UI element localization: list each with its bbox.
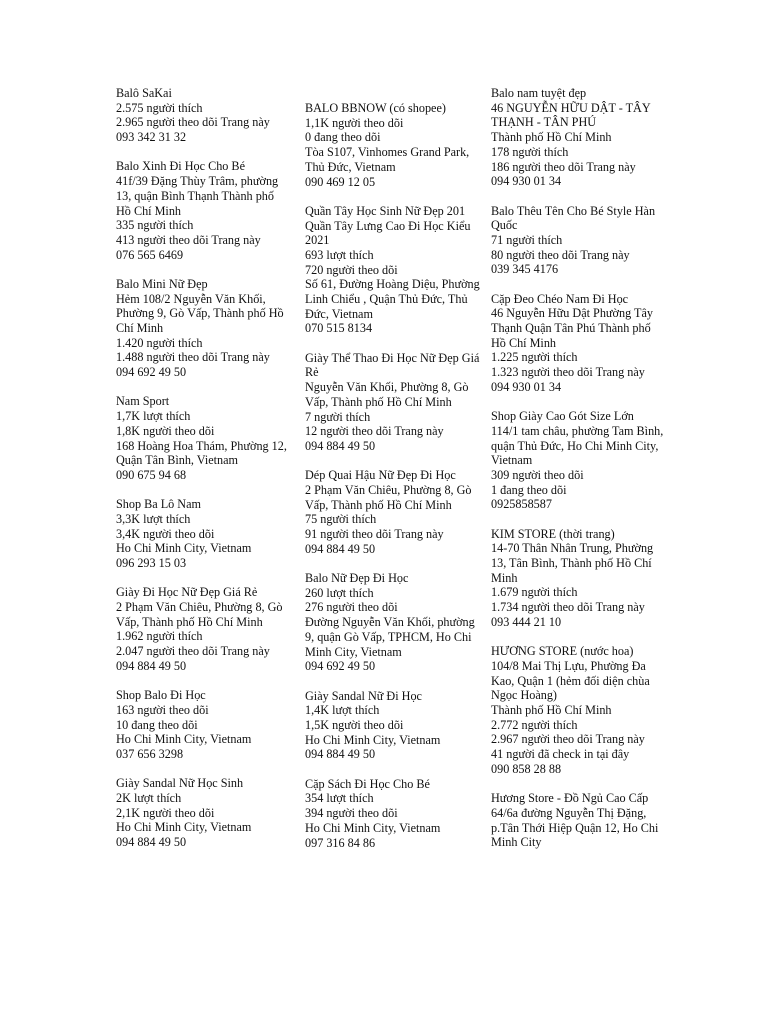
shop-detail-line: 12 người theo dõi Trang này xyxy=(305,424,444,439)
shop-listing xyxy=(305,689,480,763)
shop-listing xyxy=(305,468,480,556)
shop-detail-line: Đường Nguyễn Văn Khối, phường 9, quận Gò Vấp, TPHCM, Ho Chi Minh City, Vietnam xyxy=(305,615,478,659)
shop-detail-line: 80 người theo dõi Trang này xyxy=(491,247,630,262)
listing-column-1 xyxy=(116,86,291,864)
shop-detail-line: 693 lượt thích xyxy=(305,247,374,262)
shop-detail-line: 094 692 49 50 xyxy=(305,659,376,674)
shop-detail-line: 094 930 01 34 xyxy=(491,174,562,189)
shop-detail-line: Số 61, Đường Hoàng Diệu, Phường Linh Chiểu , Quận Thủ Đức, Thủ Đức, Vietnam xyxy=(305,277,483,321)
shop-detail-line: 1,8K người theo dõi xyxy=(116,423,215,438)
shop-listing xyxy=(116,776,291,850)
shop-detail-line: 2 Phạm Văn Chiêu, Phường 8, Gò Vấp, Thành phố Hồ Chí Minh xyxy=(116,600,286,629)
shop-listing xyxy=(491,204,666,278)
shop-name: Balo Thêu Tên Cho Bé Style Hàn Quốc xyxy=(491,203,659,233)
shop-detail-line: 2.965 người theo dõi Trang này xyxy=(116,115,270,130)
listing-column-2 xyxy=(305,101,483,865)
shop-detail-line: Ho Chi Minh City, Vietnam xyxy=(305,820,441,835)
shop-detail-line: 070 515 8134 xyxy=(305,321,373,336)
shop-detail-line: 1.420 người thích xyxy=(116,335,203,350)
shop-name: Giày Sandal Nữ Đi Học xyxy=(305,688,422,703)
shop-detail-line: 094 884 49 50 xyxy=(305,438,376,453)
shop-detail-line: 097 316 84 86 xyxy=(305,835,376,850)
shop-detail-line: 2.967 người theo dõi Trang này xyxy=(491,732,645,747)
shop-name: Balô SaKai xyxy=(116,86,172,100)
shop-name: Nam Sport xyxy=(116,394,170,409)
shop-name: HƯƠNG STORE (nước hoa) xyxy=(491,644,634,659)
shop-detail-line: 1.488 người theo dõi Trang này xyxy=(116,350,270,365)
shop-detail-line: 2.772 người thích xyxy=(491,717,578,732)
shop-detail-line: 3,3K lượt thích xyxy=(116,511,191,526)
shop-detail-line: 41 người đã check in tại đây xyxy=(491,747,630,762)
shop-detail-line: 114/1 tam châu, phường Tam Bình, quận Thủ Đức, Ho Chi Minh City, Vietnam xyxy=(491,423,667,468)
shop-listing xyxy=(305,571,480,674)
shop-name: BALO BBNOW (có shopee) xyxy=(305,101,446,115)
shop-detail-line: 037 656 3298 xyxy=(116,746,184,761)
shop-name: Quần Tây Học Sinh Nữ Đẹp 201 Quần Tây Lưng Cao Đi Học Kiểu 2021 xyxy=(305,203,474,248)
shop-detail-line: 104/8 Mai Thị Lựu, Phường Đa Kao, Quận 1 (hẻm đối diện chùa Ngọc Hoàng) xyxy=(491,658,653,703)
shop-detail-line: 276 người theo dõi xyxy=(305,600,398,615)
shop-detail-line: 2,1K người theo dõi xyxy=(116,805,215,820)
shop-detail-line: 1,5K người theo dõi xyxy=(305,717,404,732)
shop-name: Balo Nữ Đẹp Đi Học xyxy=(305,571,409,586)
shop-detail-line: 094 930 01 34 xyxy=(491,379,562,394)
shop-detail-line: 1.679 người thích xyxy=(491,585,578,600)
shop-detail-line: 335 người thích xyxy=(116,218,194,233)
shop-name: Cặp Sách Đi Học Cho Bé xyxy=(305,776,430,791)
shop-detail-line: 41f/39 Đặng Thùy Trâm, phường 13, quận Bình Thạnh Thành phố Hồ Chí Minh xyxy=(116,174,282,218)
shop-detail-line: 71 người thích xyxy=(491,232,563,247)
shop-name: Balo nam tuyệt đẹp xyxy=(491,86,587,100)
shop-detail-line: 096 293 15 03 xyxy=(116,556,187,571)
shop-detail-line: 0 đang theo dõi xyxy=(305,130,381,145)
shop-name: KIM STORE (thời trang) xyxy=(491,526,615,541)
shop-name: Balo Mini Nữ Đẹp xyxy=(116,276,208,291)
shop-listing xyxy=(491,791,666,850)
shop-name: Giày Thể Thao Đi Học Nữ Đẹp Giá Rẻ xyxy=(305,350,483,380)
shop-detail-line: 260 lượt thích xyxy=(305,585,374,600)
shop-detail-line: 163 người theo dõi xyxy=(116,702,209,717)
shop-detail-line: 039 345 4176 xyxy=(491,262,559,277)
shop-detail-line: 309 người theo dõi xyxy=(491,467,584,482)
shop-detail-line: 3,4K người theo dõi xyxy=(116,526,215,541)
shop-detail-line: 186 người theo dõi Trang này xyxy=(491,159,636,174)
shop-detail-line: 10 đang theo dõi xyxy=(116,717,198,732)
shop-detail-line: 2.047 người theo dõi Trang này xyxy=(116,644,270,659)
shop-detail-line: 2.575 người thích xyxy=(116,100,203,115)
shop-detail-line: Hẻm 108/2 Nguyễn Văn Khối, Phường 9, Gò Vấp, Thành phố Hồ Chí Minh xyxy=(116,291,287,336)
shop-detail-line: 094 884 49 50 xyxy=(305,747,376,762)
shop-detail-line: 0925858587 xyxy=(491,497,552,512)
shop-detail-line: Nguyễn Văn Khối, Phường 8, Gò Vấp, Thành phố Hồ Chí Minh xyxy=(305,380,472,409)
shop-name: Giày Sandal Nữ Học Sinh xyxy=(116,776,244,791)
shop-listing xyxy=(491,86,666,189)
shop-name: Shop Giày Cao Gót Size Lớn xyxy=(491,409,634,424)
shop-detail-line: 64/6a đường Nguyễn Thị Đặng, p.Tân Thới Hiệp Quận 12, Ho Chi Minh City xyxy=(491,805,662,850)
shop-detail-line: Tòa S107, Vinhomes Grand Park, Thủ Đức, Vietnam xyxy=(305,145,473,174)
shop-listing xyxy=(116,394,291,482)
shop-detail-line: 75 người thích xyxy=(305,512,377,527)
shop-name: Shop Ba Lô Nam xyxy=(116,497,201,512)
shop-detail-line: 720 người theo dõi xyxy=(305,262,398,277)
shop-listing xyxy=(491,527,666,630)
shop-listing xyxy=(116,497,291,571)
shop-detail-line: 7 người thích xyxy=(305,409,371,424)
shop-detail-line: 090 858 28 88 xyxy=(491,761,562,776)
shop-name: Hương Store - Đồ Ngủ Cao Cấp xyxy=(491,791,649,806)
shop-detail-line: 1.962 người thích xyxy=(116,629,203,644)
shop-detail-line: 090 469 12 05 xyxy=(305,174,376,189)
shop-listing xyxy=(116,277,291,380)
listing-column-3 xyxy=(491,86,666,865)
shop-listing xyxy=(116,159,291,262)
shop-detail-line: 094 884 49 50 xyxy=(116,658,187,673)
shop-detail-line: 094 884 49 50 xyxy=(305,541,376,556)
shop-detail-line: 46 Nguyễn Hữu Dật Phường Tây Thạnh Quận Tân Phú Thành phố Hồ Chí Minh xyxy=(491,306,656,350)
shop-listing xyxy=(305,777,480,851)
shop-listing xyxy=(116,86,291,145)
shop-detail-line: 413 người theo dõi Trang này xyxy=(116,232,261,247)
shop-listing xyxy=(116,688,291,762)
shop-listing xyxy=(305,350,483,454)
shop-detail-line: Thành phố Hồ Chí Minh xyxy=(491,702,612,717)
shop-name: Balo Xinh Đi Học Cho Bé xyxy=(116,159,245,174)
shop-listing xyxy=(116,585,291,673)
shop-name: Shop Balo Đi Học xyxy=(116,688,206,703)
shop-detail-line: 1.323 người theo dõi Trang này xyxy=(491,365,645,380)
shop-detail-line: 1,7K lượt thích xyxy=(116,409,191,424)
shop-detail-line: 094 692 49 50 xyxy=(116,365,187,380)
shop-listing xyxy=(305,203,483,336)
shop-detail-line: 094 884 49 50 xyxy=(116,835,187,850)
shop-detail-line: 076 565 6469 xyxy=(116,247,184,262)
shop-detail-line: 1.734 người theo dõi Trang này xyxy=(491,600,645,615)
shop-detail-line: 1 đang theo dõi xyxy=(491,482,567,497)
shop-detail-line: 168 Hoàng Hoa Thám, Phường 12, Quận Tân Bình, Vietnam xyxy=(116,438,290,468)
shop-listing xyxy=(491,409,666,512)
shop-detail-line: 46 NGUYỄN HỮU DẬT - TÂY THẠNH - TÂN PHÚ xyxy=(491,100,654,130)
shop-detail-line: Ho Chi Minh City, Vietnam xyxy=(116,541,252,556)
shop-detail-line: Thành phố Hồ Chí Minh xyxy=(491,130,612,145)
shop-detail-line: 090 675 94 68 xyxy=(116,467,187,482)
shop-name: Cặp Đeo Chéo Nam Đi Học xyxy=(491,291,629,306)
shop-detail-line: 14-70 Thân Nhân Trung, Phường 13, Tân Bình, Thành phố Hồ Chí Minh xyxy=(491,541,657,585)
shop-detail-line: 1.225 người thích xyxy=(491,350,578,365)
shop-name: Giày Đi Học Nữ Đẹp Giá Rẻ xyxy=(116,585,258,600)
shop-listing xyxy=(491,644,666,776)
shop-detail-line: 91 người theo dõi Trang này xyxy=(305,527,444,542)
shop-detail-line: 093 444 21 10 xyxy=(491,614,562,629)
shop-name: Dép Quai Hậu Nữ Đẹp Đi Học xyxy=(305,468,456,483)
shop-detail-line: 2K lượt thích xyxy=(116,790,182,805)
shop-detail-line: 394 người theo dõi xyxy=(305,806,398,821)
shop-detail-line: 178 người thích xyxy=(491,144,569,159)
shop-detail-line: Ho Chi Minh City, Vietnam xyxy=(305,732,441,747)
shop-detail-line: 093 342 31 32 xyxy=(116,130,187,145)
shop-detail-line: 1,4K lượt thích xyxy=(305,703,380,718)
shop-detail-line: 1,1K người theo dõi xyxy=(305,115,404,130)
shop-listing xyxy=(491,292,666,395)
shop-listing xyxy=(305,101,480,189)
shop-detail-line: Ho Chi Minh City, Vietnam xyxy=(116,820,252,835)
shop-detail-line: 354 lượt thích xyxy=(305,791,374,806)
shop-detail-line: Ho Chi Minh City, Vietnam xyxy=(116,732,252,747)
shop-detail-line: 2 Phạm Văn Chiêu, Phường 8, Gò Vấp, Thành phố Hồ Chí Minh xyxy=(305,482,475,512)
